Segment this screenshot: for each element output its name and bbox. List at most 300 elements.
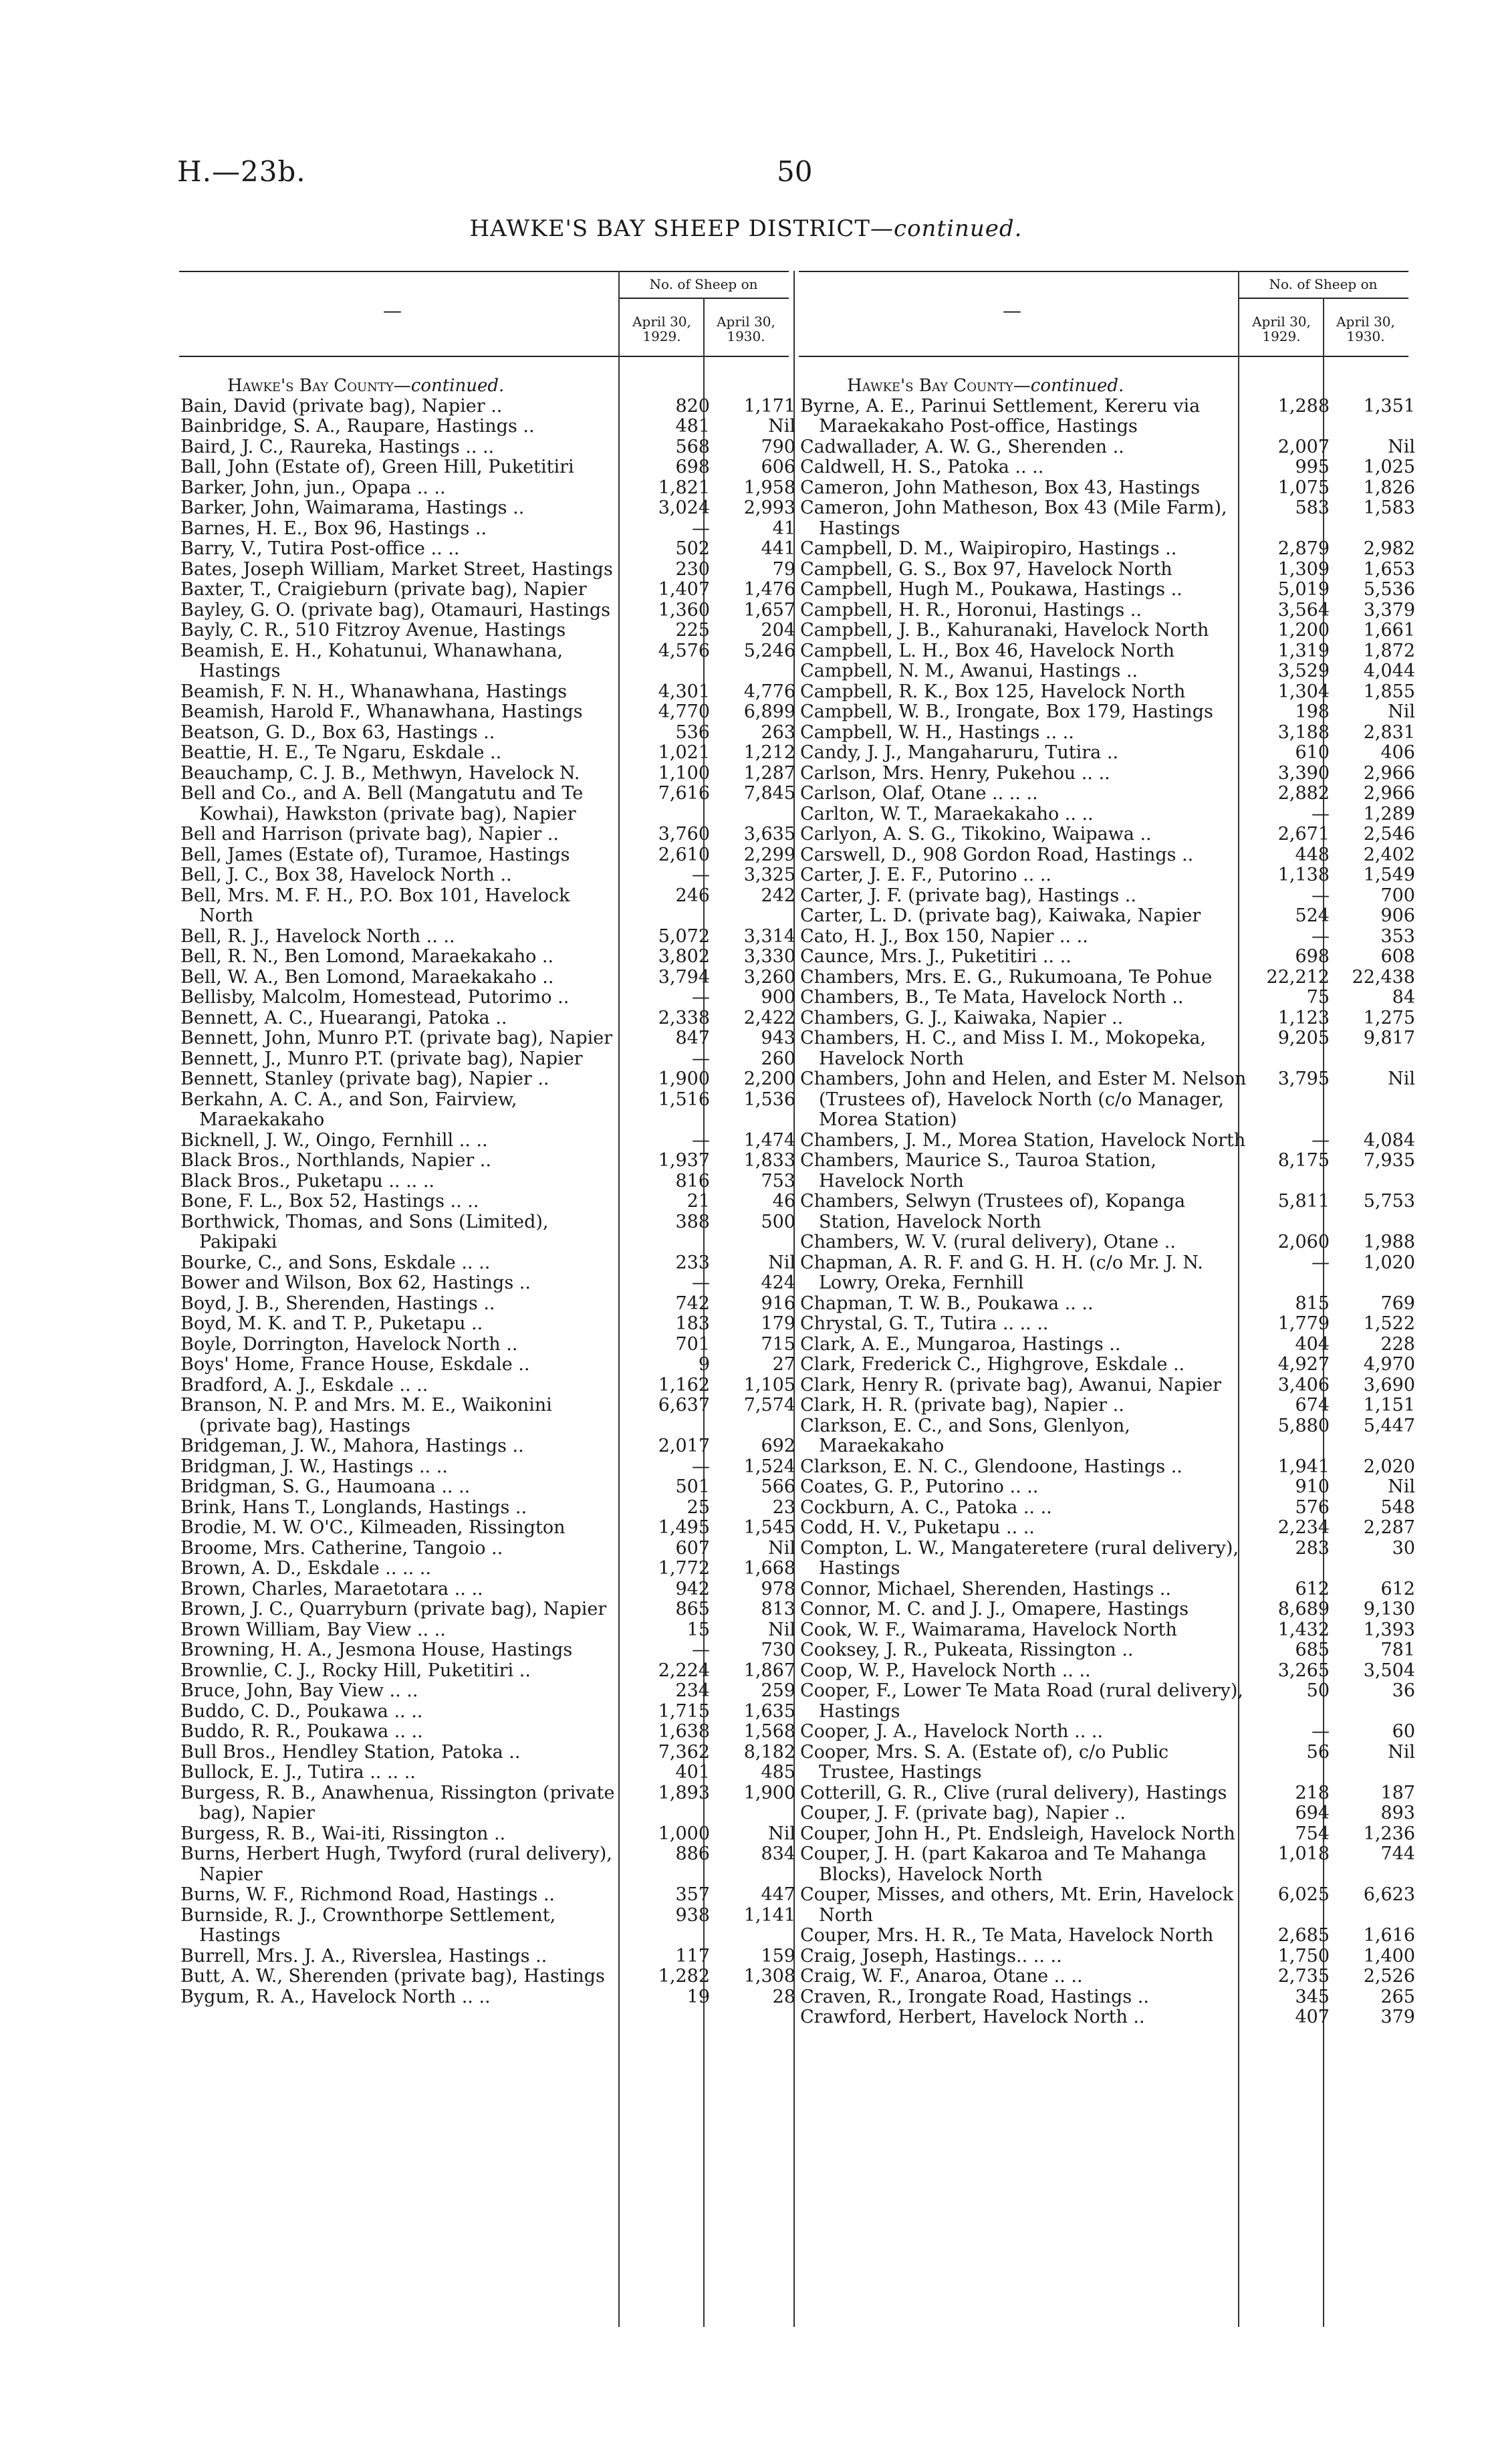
sheep-1930: 6,623 xyxy=(1363,1884,1415,1905)
sheep-1930: 916 xyxy=(761,1293,795,1314)
holder-name: Campbell, W. H., Hastings .. .. xyxy=(800,721,1074,743)
sheep-1929: 685 xyxy=(1295,1640,1330,1660)
sheep-1929: 2,685 xyxy=(1277,1925,1330,1946)
holder-name: Clark, Frederick C., Highgrove, Eskdale .. xyxy=(800,1354,1185,1375)
table-row xyxy=(800,844,1415,866)
holder-name: Barnes, H. E., Box 96, Hastings .. xyxy=(180,518,487,539)
holder-name: Burgess, R. B., Wai-iti, Rissington .. xyxy=(180,1823,506,1844)
sheep-1929: 2,007 xyxy=(1277,436,1330,457)
table-row xyxy=(180,1517,795,1539)
sheep-1930: 744 xyxy=(1380,1843,1415,1864)
sheep-1929: 198 xyxy=(1295,701,1330,722)
sheep-1929: 4,576 xyxy=(658,640,710,661)
holder-name: Bull Bros., Hendley Station, Patoka .. xyxy=(180,1741,521,1763)
table-row xyxy=(800,1374,1415,1396)
sheep-1930: 1,141 xyxy=(743,1904,795,1926)
left-table-top-rule xyxy=(179,271,789,272)
table-row xyxy=(800,803,1415,825)
sheep-1929: 1,123 xyxy=(1277,1007,1330,1028)
holder-name: Connor, Michael, Sherenden, Hastings .. xyxy=(800,1578,1171,1599)
sheep-1930: 28 xyxy=(772,1986,795,2007)
holder-name: Barker, John, jun., Opapa .. .. xyxy=(180,477,446,498)
holder-name: Barry, V., Tutira Post-office .. .. xyxy=(180,538,460,559)
sheep-1929: — xyxy=(692,865,710,885)
sheep-1929: 448 xyxy=(1295,844,1330,865)
holder-name: Cato, H. J., Box 150, Napier .. .. xyxy=(800,925,1088,947)
table-row xyxy=(180,1272,795,1294)
table-row xyxy=(800,457,1415,478)
sheep-1930: 1,476 xyxy=(743,579,795,600)
sheep-1930: 2,966 xyxy=(1363,762,1415,784)
table-row xyxy=(180,966,795,988)
sheep-1929: 568 xyxy=(675,436,710,457)
holder-name: Cooper, Mrs. S. A. (Estate of), c/o Public Trustee, Hastings xyxy=(800,1741,1169,1783)
holder-name: Campbell, R. K., Box 125, Havelock North xyxy=(800,681,1186,702)
table-row xyxy=(180,1476,795,1498)
holder-name: Bennett, J., Munro P.T. (private bag), Napier xyxy=(180,1048,583,1069)
sheep-1929: 1,900 xyxy=(658,1069,710,1089)
sheep-1930: 228 xyxy=(1380,1333,1415,1355)
sheep-1930: 1,400 xyxy=(1363,1945,1415,1967)
sheep-1929: 2,671 xyxy=(1277,824,1330,845)
sheep-1929: 2,879 xyxy=(1277,538,1330,559)
sheep-1929: 5,072 xyxy=(658,925,710,947)
sheep-1930: 5,536 xyxy=(1363,579,1415,600)
holder-name: Beamish, E. H., Kohatunui, Whanawhana, Hastings xyxy=(180,640,564,681)
sheep-1930: 2,982 xyxy=(1363,538,1415,559)
sheep-1930: 2,402 xyxy=(1363,844,1415,865)
sheep-1930: 1,308 xyxy=(743,1966,795,1987)
sheep-1929: 2,017 xyxy=(658,1436,710,1456)
holder-name: Brown, A. D., Eskdale .. .. .. xyxy=(180,1558,431,1579)
table-row xyxy=(180,599,795,621)
holder-name: Carswell, D., 908 Gordon Road, Hastings .. xyxy=(800,844,1194,865)
sheep-1929: 3,024 xyxy=(658,497,710,518)
sheep-1929: 234 xyxy=(675,1680,710,1701)
holder-name: Beattie, H. E., Te Ngaru, Eskdale .. xyxy=(180,742,502,763)
holder-name: Craig, Joseph, Hastings.. .. .. xyxy=(800,1945,1062,1967)
table-row xyxy=(180,1395,795,1436)
holder-name: Chambers, W. V. (rural delivery), Otane .. xyxy=(800,1232,1176,1252)
sheep-1930: 1,549 xyxy=(1363,865,1415,885)
sheep-1929: — xyxy=(1312,925,1330,947)
sheep-1930: 608 xyxy=(1380,946,1415,967)
table-row xyxy=(800,1945,1415,1967)
sheep-1929: 230 xyxy=(675,558,710,580)
table-row xyxy=(180,681,795,703)
holder-name: Beauchamp, C. J. B., Methwyn, Havelock N. xyxy=(180,762,580,784)
table-row xyxy=(180,762,795,784)
holder-name: Bridgeman, J. W., Mahora, Hastings .. xyxy=(180,1436,524,1456)
sheep-1930: 900 xyxy=(761,987,795,1008)
sheep-1930: 1,236 xyxy=(1363,1823,1415,1844)
table-row xyxy=(800,1293,1415,1315)
holder-name: Cameron, John Matheson, Box 43 (Mile Farm), Hastings xyxy=(800,497,1227,539)
holder-name: Bicknell, J. W., Oingo, Fernhill .. .. xyxy=(180,1129,488,1151)
sheep-1929: 283 xyxy=(1295,1537,1330,1559)
table-row xyxy=(800,1741,1415,1783)
holder-name: Chambers, B., Te Mata, Havelock North .. xyxy=(800,987,1184,1008)
table-row xyxy=(180,1191,795,1212)
table-row xyxy=(800,558,1415,580)
sheep-1929: 3,564 xyxy=(1277,599,1330,621)
holder-name: Carlson, Mrs. Henry, Pukehou .. .. xyxy=(800,762,1110,784)
table-row xyxy=(180,1129,795,1151)
holder-name: Boyd, M. K. and T. P., Puketapu .. xyxy=(180,1313,483,1334)
sheep-1929: 8,689 xyxy=(1277,1599,1330,1619)
sheep-1930: 1,826 xyxy=(1363,477,1415,498)
table-row xyxy=(180,824,795,845)
holder-name: Bourke, C., and Sons, Eskdale .. .. xyxy=(180,1252,491,1273)
table-row xyxy=(180,436,795,458)
holder-name: Bates, Joseph William, Market Street, Hastings xyxy=(180,558,613,580)
sheep-1929: 995 xyxy=(1295,457,1330,477)
sheep-1930: 1,867 xyxy=(743,1660,795,1681)
holder-name: Brink, Hans T., Longlands, Hastings .. xyxy=(180,1496,527,1518)
right-table-header-rule xyxy=(799,356,1408,357)
holder-name: Coop, W. P., Havelock North .. .. xyxy=(800,1660,1091,1681)
table-row xyxy=(180,579,795,600)
table-row xyxy=(800,1721,1415,1743)
sheep-1929: 3,265 xyxy=(1277,1660,1330,1681)
table-row xyxy=(180,1354,795,1375)
table-row xyxy=(800,783,1415,804)
sheep-1929: 815 xyxy=(1295,1293,1330,1314)
sheep-1929: 910 xyxy=(1295,1476,1330,1497)
sheep-1929: — xyxy=(1312,803,1330,824)
sheep-1930: 3,314 xyxy=(743,925,795,947)
holder-name: Craven, R., Irongate Road, Hastings .. xyxy=(800,1986,1149,2007)
table-row xyxy=(180,1537,795,1559)
sheep-1929: 50 xyxy=(1306,1680,1330,1701)
sheep-1930: 1,474 xyxy=(743,1129,795,1151)
table-row xyxy=(800,1619,1415,1641)
sheep-1930: 260 xyxy=(761,1048,795,1069)
sheep-1930: 159 xyxy=(761,1945,795,1967)
sheep-1930: 1,151 xyxy=(1363,1395,1415,1416)
sheep-1929: 357 xyxy=(675,1884,710,1905)
sheep-1929: 886 xyxy=(675,1843,710,1864)
sheep-1930: 36 xyxy=(1392,1680,1415,1701)
table-row xyxy=(800,1660,1415,1682)
sheep-1929: 9,205 xyxy=(1277,1028,1330,1048)
sheep-1930: 424 xyxy=(761,1272,795,1293)
holder-name: Chambers, G. J., Kaiwaka, Napier .. xyxy=(800,1007,1124,1028)
sheep-1929: 1,319 xyxy=(1277,640,1330,661)
page-reference: H.—23b. xyxy=(177,155,306,188)
sheep-1930: Nil xyxy=(1388,1069,1415,1089)
sheep-1929: 2,882 xyxy=(1277,783,1330,804)
table-row xyxy=(180,395,795,417)
sheep-1930: 2,831 xyxy=(1363,721,1415,743)
sheep-1930: 1,545 xyxy=(743,1517,795,1538)
sheep-1930: 265 xyxy=(1380,1986,1415,2007)
table-row xyxy=(800,1925,1415,1946)
table-row xyxy=(800,762,1415,784)
table-row xyxy=(800,661,1415,682)
holder-name: Brown William, Bay View .. .. xyxy=(180,1619,446,1640)
holder-name: Bradford, A. J., Eskdale .. .. xyxy=(180,1374,428,1395)
sheep-1929: 576 xyxy=(1295,1496,1330,1518)
table-row xyxy=(180,1436,795,1457)
sheep-1930: 606 xyxy=(761,457,795,477)
sheep-1930: 3,260 xyxy=(743,966,795,988)
holder-name: Bell, J. C., Box 38, Havelock North .. xyxy=(180,865,512,885)
holder-name: Borthwick, Thomas, and Sons (Limited), Pakipaki xyxy=(180,1211,549,1252)
sheep-1930: Nil xyxy=(1388,701,1415,722)
left-name-column-head: — xyxy=(383,300,402,322)
sheep-1929: 22,212 xyxy=(1266,966,1330,988)
holder-name: Berkahn, A. C. A., and Son, Fairview, Maraekakaho xyxy=(180,1089,517,1130)
holder-name: Campbell, Hugh M., Poukawa, Hastings .. xyxy=(800,579,1183,600)
table-row xyxy=(800,1986,1415,2008)
sheep-1930: Nil xyxy=(768,1252,795,1273)
table-row xyxy=(180,865,795,886)
right-name-column-head: — xyxy=(1003,300,1021,322)
table-row xyxy=(180,1313,795,1335)
holder-name: Carlyon, A. S. G., Tikokino, Waipawa .. xyxy=(800,824,1152,845)
table-row xyxy=(180,1619,795,1641)
holder-name: Bone, F. L., Box 52, Hastings .. .. xyxy=(180,1191,479,1212)
sheep-1929: 4,301 xyxy=(658,681,710,702)
table-row xyxy=(800,1232,1415,1253)
sheep-1929: 1,937 xyxy=(658,1150,710,1171)
sheep-1930: 7,574 xyxy=(743,1395,795,1416)
holder-name: Couper, Misses, and others, Mt. Erin, Havelock North xyxy=(800,1884,1234,1926)
holder-name: Compton, L. W., Mangateretere (rural delivery), Hastings xyxy=(800,1537,1239,1579)
sheep-1930: 1,616 xyxy=(1363,1925,1415,1946)
sheep-1929: 3,406 xyxy=(1277,1374,1330,1395)
sheep-1930: 46 xyxy=(772,1191,795,1212)
sheep-1929: 6,637 xyxy=(658,1395,710,1416)
sheep-1930: 813 xyxy=(761,1599,795,1619)
sheep-1930: 84 xyxy=(1392,987,1415,1008)
table-row xyxy=(180,518,795,540)
table-row xyxy=(800,1782,1415,1804)
sheep-1930: Nil xyxy=(768,416,795,437)
holder-name: Bower and Wilson, Box 62, Hastings .. xyxy=(180,1272,531,1293)
sheep-1929: — xyxy=(1312,1721,1330,1742)
holder-name: Cooper, J. A., Havelock North .. .. xyxy=(800,1721,1104,1742)
sheep-1929: 3,794 xyxy=(658,966,710,988)
table-row xyxy=(180,1293,795,1315)
holder-name: Chrystal, G. T., Tutira .. .. .. xyxy=(800,1313,1049,1334)
left-table-header-rule xyxy=(179,356,789,357)
holder-name: Connor, M. C. and J. J., Omapere, Hastings xyxy=(800,1599,1189,1619)
holder-name: Beamish, F. N. H., Whanawhana, Hastings xyxy=(180,681,568,702)
sheep-1929: 607 xyxy=(675,1537,710,1559)
holder-name: Bell, R. J., Havelock North .. .. xyxy=(180,925,455,947)
holder-name: Carlton, W. T., Maraekakaho .. .. xyxy=(800,803,1094,824)
sheep-1929: 5,019 xyxy=(1277,579,1330,600)
sheep-1929: — xyxy=(692,1272,710,1293)
table-row xyxy=(800,966,1415,988)
table-row xyxy=(800,1476,1415,1498)
table-row xyxy=(800,1599,1415,1620)
sheep-1930: 8,182 xyxy=(743,1741,795,1763)
table-row xyxy=(180,620,795,641)
sheep-1929: 2,610 xyxy=(658,844,710,865)
sheep-1929: 610 xyxy=(1295,742,1330,763)
sheep-1930: 3,690 xyxy=(1363,1374,1415,1395)
sheep-1929: 742 xyxy=(675,1293,710,1314)
table-row xyxy=(800,1578,1415,1600)
holder-name: Couper, J. F. (private bag), Napier .. xyxy=(800,1803,1126,1823)
holder-name: Burns, W. F., Richmond Road, Hastings .. xyxy=(180,1884,555,1905)
holder-name: Crawford, Herbert, Havelock North .. xyxy=(800,2007,1145,2027)
holder-name: Brownlie, C. J., Rocky Hill, Puketitiri .. xyxy=(180,1660,531,1681)
sheep-1930: 1,988 xyxy=(1363,1232,1415,1252)
holder-name: Couper, John H., Pt. Endsleigh, Havelock North xyxy=(800,1823,1235,1844)
sheep-1930: 179 xyxy=(761,1313,795,1334)
left-column xyxy=(180,376,795,2007)
sheep-1929: 5,880 xyxy=(1277,1415,1330,1436)
table-row xyxy=(800,1537,1415,1579)
sheep-1929: 7,616 xyxy=(658,783,710,804)
sheep-1929: 117 xyxy=(675,1945,710,1967)
sheep-1930: 353 xyxy=(1380,925,1415,947)
table-row xyxy=(800,1680,1415,1722)
sheep-1929: — xyxy=(692,518,710,539)
table-row xyxy=(180,987,795,1008)
sheep-1929: 5,811 xyxy=(1277,1191,1330,1212)
holder-name: Chambers, Maurice S., Tauroa Station, Havelock North xyxy=(800,1150,1156,1192)
sheep-1929: 698 xyxy=(1295,946,1330,967)
table-row xyxy=(800,987,1415,1008)
sheep-1929: 6,025 xyxy=(1277,1884,1330,1905)
table-row xyxy=(800,1517,1415,1539)
table-row xyxy=(800,1007,1415,1029)
table-row xyxy=(180,1048,795,1070)
sheep-1929: 481 xyxy=(675,416,710,437)
table-row xyxy=(800,1415,1415,1457)
sheep-1929: 3,760 xyxy=(658,824,710,845)
table-row xyxy=(800,905,1415,927)
sheep-1929: 1,304 xyxy=(1277,681,1330,702)
holder-name: Bellisby, Malcolm, Homestead, Putorimo .. xyxy=(180,987,570,1008)
holder-name: Bygum, R. A., Havelock North .. .. xyxy=(180,1986,491,2007)
sheep-1930: 1,536 xyxy=(743,1089,795,1110)
sheep-1930: 1,020 xyxy=(1363,1252,1415,1273)
right-section-heading xyxy=(800,376,1406,397)
sheep-1929: 1,021 xyxy=(658,742,710,763)
sheep-1930: 1,289 xyxy=(1363,803,1415,824)
sheep-1929: 502 xyxy=(675,538,710,559)
table-row xyxy=(180,721,795,744)
sheep-1929: 1,288 xyxy=(1277,395,1330,417)
holder-name: Caldwell, H. S., Patoka .. .. xyxy=(800,457,1044,477)
sheep-1929: 1,750 xyxy=(1277,1945,1330,1967)
left-section-heading xyxy=(180,376,786,397)
table-row xyxy=(800,395,1415,437)
holder-name: Bell, James (Estate of), Turamoe, Hastings xyxy=(180,844,570,865)
holder-name: Bayly, C. R., 510 Fitzroy Avenue, Hastings xyxy=(180,620,566,641)
sheep-1930: 6,899 xyxy=(743,701,795,722)
table-row xyxy=(180,1558,795,1579)
sheep-1930: Nil xyxy=(768,1619,795,1640)
table-row xyxy=(800,538,1415,560)
sheep-1929: 4,927 xyxy=(1277,1354,1330,1375)
sheep-1929: 8,175 xyxy=(1277,1150,1330,1171)
sheep-1929: 401 xyxy=(675,1762,710,1783)
table-row xyxy=(800,865,1415,886)
holder-name: Black Bros., Puketapu .. .. .. xyxy=(180,1170,435,1192)
holder-name: Brown, Charles, Maraetotara .. .. xyxy=(180,1578,483,1599)
table-row xyxy=(180,1333,795,1355)
sheep-1930: 1,275 xyxy=(1363,1007,1415,1028)
page-number: 50 xyxy=(777,155,813,188)
sheep-1930: 2,422 xyxy=(743,1007,795,1028)
sheep-1930: 2,546 xyxy=(1363,824,1415,845)
sheep-1929: 2,735 xyxy=(1277,1966,1330,1987)
left-group-head: No. of Sheep on xyxy=(649,276,758,292)
holder-name: Ball, John (Estate of), Green Hill, Puketitiri xyxy=(180,457,574,477)
sheep-1929: 865 xyxy=(675,1599,710,1619)
sheep-1929: — xyxy=(692,1129,710,1151)
table-row xyxy=(180,742,795,764)
holder-name: Chambers, J. M., Morea Station, Havelock North xyxy=(800,1129,1246,1151)
sheep-1930: 906 xyxy=(1380,905,1415,926)
holder-name: Burrell, Mrs. J. A., Riverslea, Hastings .. xyxy=(180,1945,547,1967)
table-row xyxy=(800,1966,1415,1987)
sheep-1930: 242 xyxy=(761,885,795,906)
holder-name: Boyle, Dorrington, Havelock North .. xyxy=(180,1333,518,1355)
sheep-1929: 3,529 xyxy=(1277,661,1330,681)
sheep-1930: 4,044 xyxy=(1363,661,1415,681)
holder-name: Buddo, R. R., Poukawa .. .. xyxy=(180,1721,423,1742)
table-row xyxy=(180,1904,795,1946)
sheep-1930: 1,524 xyxy=(743,1456,795,1477)
holder-name: Campbell, N. M., Awanui, Hastings .. xyxy=(800,661,1138,681)
holder-name: Bell, W. A., Ben Lomond, Maraekakaho .. xyxy=(180,966,554,988)
sheep-1930: 22,438 xyxy=(1352,966,1415,988)
right-column xyxy=(800,376,1415,2028)
sheep-1930: 447 xyxy=(761,1884,795,1905)
holder-name: Chambers, John and Helen, and Ester M. Nelson (Trustees of), Havelock North (c/o Manager, Morea Station) xyxy=(800,1069,1247,1130)
sheep-1929: — xyxy=(692,1640,710,1660)
sheep-1930: 2,993 xyxy=(743,497,795,518)
table-row xyxy=(180,1884,795,1906)
sheep-1930: 1,661 xyxy=(1363,620,1415,641)
sheep-1929: 1,772 xyxy=(658,1558,710,1579)
sheep-1930: 1,351 xyxy=(1363,395,1415,417)
sheep-1930: 406 xyxy=(1380,742,1415,763)
sheep-1930: 943 xyxy=(761,1028,795,1048)
sheep-1930: 3,504 xyxy=(1363,1660,1415,1681)
sheep-1929: 246 xyxy=(675,885,710,906)
table-row xyxy=(800,640,1415,662)
sheep-1930: 1,653 xyxy=(1363,558,1415,580)
holder-name: Cooper, F., Lower Te Mata Road (rural delivery), Hastings xyxy=(800,1680,1243,1722)
sheep-1930: 4,970 xyxy=(1363,1354,1415,1375)
table-row xyxy=(800,1456,1415,1478)
table-row xyxy=(180,1762,795,1783)
sheep-1929: 345 xyxy=(1295,1986,1330,2007)
sheep-1930: 60 xyxy=(1392,1721,1415,1742)
sheep-1929: 612 xyxy=(1295,1578,1330,1599)
table-row xyxy=(800,946,1415,968)
table-row xyxy=(800,1843,1415,1885)
sheep-1929: 1,360 xyxy=(658,599,710,621)
table-row xyxy=(180,1211,795,1253)
sheep-1929: 404 xyxy=(1295,1333,1330,1355)
sheep-1929: 698 xyxy=(675,457,710,477)
sheep-1930: 715 xyxy=(761,1333,795,1355)
holder-name: Boyd, J. B., Sherenden, Hastings .. xyxy=(180,1293,495,1314)
right-rows xyxy=(800,395,1415,2028)
table-row xyxy=(800,1640,1415,1661)
title-continued: —continued. xyxy=(870,215,1023,242)
